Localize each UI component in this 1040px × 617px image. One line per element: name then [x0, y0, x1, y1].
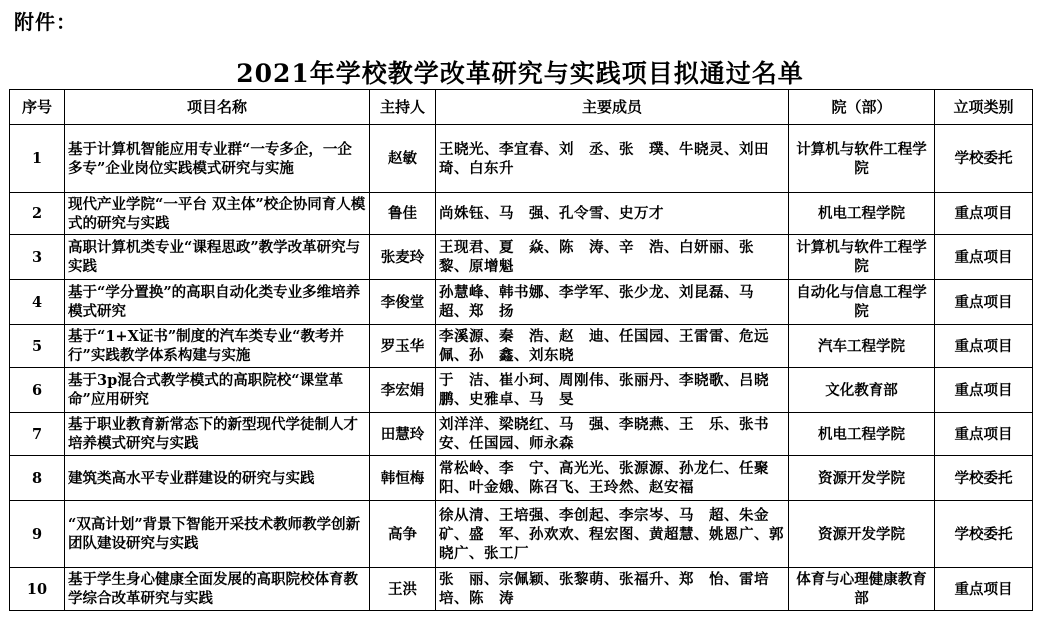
department: 资源开发学院: [789, 456, 935, 501]
host-name: 田慧玲: [370, 413, 436, 456]
member-list: 尚姝钰、马 强、孔令雪、史万才: [436, 193, 789, 235]
project-name: 基于“1+X证书”制度的汽车类专业“教考并行”实践教学体系构建与实施: [65, 325, 370, 368]
department: 体育与心理健康教育部: [789, 568, 935, 611]
member-list: 常松岭、李 宁、高光光、张源源、孙龙仁、任聚阳、叶金娥、陈召飞、王玲然、赵安福: [436, 456, 789, 501]
table-header-row: [10, 90, 1033, 125]
table-row: [10, 193, 1033, 235]
project-name: 基于职业教育新常态下的新型现代学徒制人才培养模式研究与实践: [65, 413, 370, 456]
col-header-category: 立项类别: [935, 90, 1033, 125]
host-name: 李宏娟: [370, 368, 436, 413]
category: 重点项目: [935, 280, 1033, 325]
member-list: 徐从清、王培强、李创起、李宗岑、马 超、朱金矿、盛 军、孙欢欢、程宏图、黄超慧、姚恩广、郭晓广、张工厂: [436, 501, 789, 568]
member-list: 孙慧峰、韩书娜、李学军、张少龙、刘昆磊、马 超、郑 扬: [436, 280, 789, 325]
project-name: 基于计算机智能应用专业群“一专多企，一企多专”企业岗位实践模式研究与实施: [65, 125, 370, 193]
host-name: 韩恒梅: [370, 456, 436, 501]
host-name: 张麦玲: [370, 235, 436, 280]
category: 学校委托: [935, 125, 1033, 193]
attachment-label: 附件：: [14, 10, 77, 34]
department: 机电工程学院: [789, 413, 935, 456]
department: 计算机与软件工程学院: [789, 235, 935, 280]
category: 重点项目: [935, 368, 1033, 413]
table-row: [10, 368, 1033, 413]
department: 汽车工程学院: [789, 325, 935, 368]
host-name: 王洪: [370, 568, 436, 611]
col-header-host: 主持人: [370, 90, 436, 125]
department: 计算机与软件工程学院: [789, 125, 935, 193]
category: 学校委托: [935, 501, 1033, 568]
member-list: 王现君、夏 焱、陈 涛、辛 浩、白妍丽、张 黎、原增魁: [436, 235, 789, 280]
member-list: 李溪源、秦 浩、赵 迪、任国园、王雷雷、危远佩、孙 鑫、刘东晓: [436, 325, 789, 368]
row-no: 10: [10, 568, 65, 611]
member-list: 王晓光、李宜春、刘 丞、张 璞、牛晓灵、刘田琦、白东升: [436, 125, 789, 193]
project-name: 基于学生身心健康全面发展的高职院校体育教学综合改革研究与实践: [65, 568, 370, 611]
row-no: 8: [10, 456, 65, 501]
member-list: 刘洋洋、梁晓红、马 强、李晓燕、王 乐、张书安、任国园、师永森: [436, 413, 789, 456]
department: 文化教育部: [789, 368, 935, 413]
row-no: 7: [10, 413, 65, 456]
host-name: 鲁佳: [370, 193, 436, 235]
row-no: 4: [10, 280, 65, 325]
row-no: 6: [10, 368, 65, 413]
table-row: [10, 125, 1033, 193]
host-name: 赵敏: [370, 125, 436, 193]
category: 学校委托: [935, 456, 1033, 501]
col-header-members: 主要成员: [436, 90, 789, 125]
table-row: [10, 568, 1033, 611]
member-list: 张 丽、宗佩颖、张黎萌、张福升、郑 怡、雷培培、陈 涛: [436, 568, 789, 611]
department: 资源开发学院: [789, 501, 935, 568]
member-list: 于 洁、崔小珂、周刚伟、张丽丹、李晓歌、吕晓鹏、史雅卓、马 旻: [436, 368, 789, 413]
project-name: 建筑类高水平专业群建设的研究与实践: [65, 456, 370, 501]
col-header-department: 院（部）: [789, 90, 935, 125]
row-no: 2: [10, 193, 65, 235]
project-name: 基于3p混合式教学模式的高职院校“课堂革命”应用研究: [65, 368, 370, 413]
project-name: “双高计划”背景下智能开采技术教师教学创新团队建设研究与实践: [65, 501, 370, 568]
department: 机电工程学院: [789, 193, 935, 235]
col-header-project-name: 项目名称: [65, 90, 370, 125]
col-header-no: 序号: [10, 90, 65, 125]
table-row: [10, 280, 1033, 325]
host-name: 罗玉华: [370, 325, 436, 368]
table-row: [10, 235, 1033, 280]
category: 重点项目: [935, 568, 1033, 611]
row-no: 9: [10, 501, 65, 568]
category: 重点项目: [935, 325, 1033, 368]
project-name: 现代产业学院“一平台 双主体”校企协同育人模式的研究与实践: [65, 193, 370, 235]
table-row: [10, 501, 1033, 568]
category: 重点项目: [935, 235, 1033, 280]
category: 重点项目: [935, 193, 1033, 235]
row-no: 3: [10, 235, 65, 280]
project-name: 基于“学分置换”的高职自动化类专业多维培养模式研究: [65, 280, 370, 325]
row-no: 5: [10, 325, 65, 368]
project-name: 高职计算机类专业“课程思政”教学改革研究与实践: [65, 235, 370, 280]
table-row: [10, 325, 1033, 368]
document-title: 2021年学校教学改革研究与实践项目拟通过名单: [236, 59, 804, 88]
host-name: 李俊堂: [370, 280, 436, 325]
host-name: 高争: [370, 501, 436, 568]
table-row: [10, 413, 1033, 456]
project-table: [9, 89, 1033, 611]
row-no: 1: [10, 125, 65, 193]
category: 重点项目: [935, 413, 1033, 456]
department: 自动化与信息工程学院: [789, 280, 935, 325]
table-row: [10, 456, 1033, 501]
